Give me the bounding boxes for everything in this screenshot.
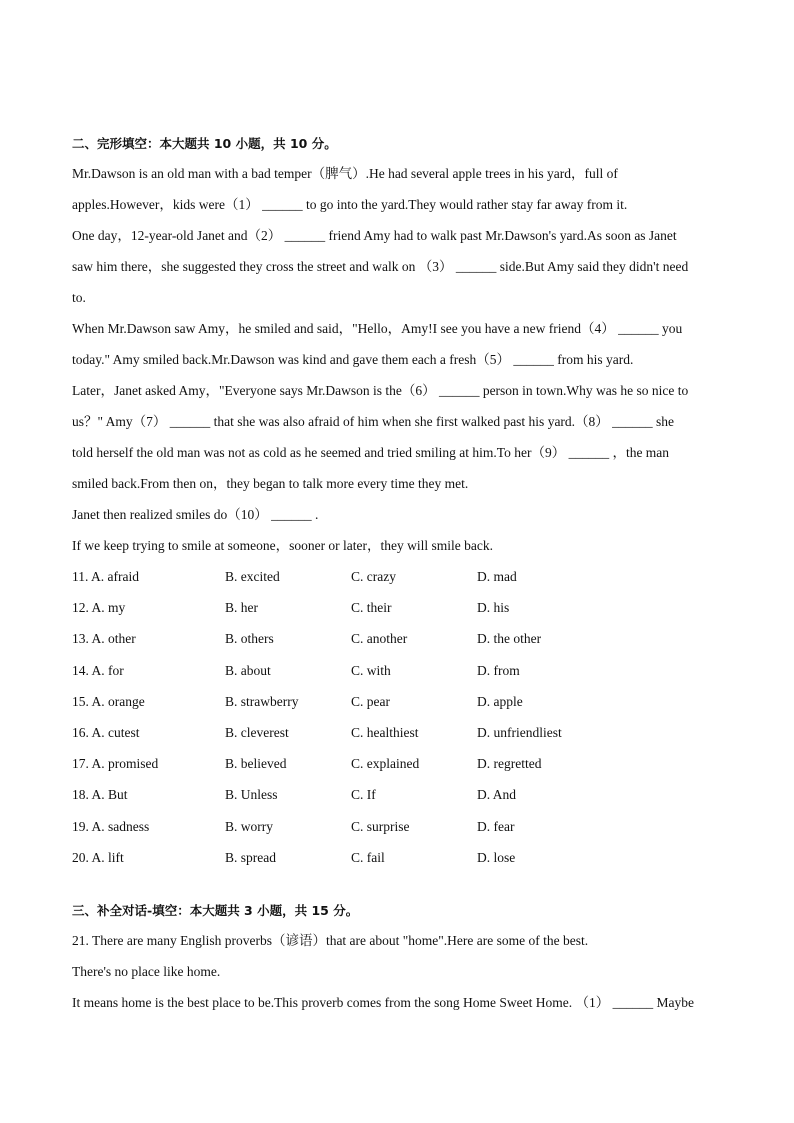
option-a: 19. A. sadness	[72, 818, 150, 834]
passage-line: If we keep trying to smile at someone，sooner or later，they will smile back.	[72, 538, 494, 553]
passage-line: to.	[72, 290, 86, 305]
option-a: 14. A. for	[72, 662, 124, 678]
passage-line: us？" Amy（7） ______ that she was also afraid of him when she first walked past his yard.（8） ______ she	[72, 414, 675, 429]
option-b: B. worry	[225, 818, 273, 834]
option-b: B. her	[225, 600, 258, 616]
option-d: D. from	[477, 662, 520, 678]
option-d: D. And	[477, 787, 517, 803]
answer-options	[72, 561, 722, 873]
option-b: B. about	[225, 662, 271, 678]
option-b: B. spread	[225, 849, 276, 865]
passage-line: told herself the old man was not as cold as he seemed and tried smiling at him.To her（9） ______ ，the man	[72, 445, 670, 460]
question-row	[72, 748, 722, 779]
option-c: C. pear	[351, 693, 390, 709]
section-heading-dialogue: 三、补全对话-填空：本大题共 3 小题，共 15 分。	[72, 902, 359, 918]
option-c: C. fail	[351, 849, 385, 865]
option-d: D. apple	[477, 693, 523, 709]
option-b: B. others	[225, 631, 274, 647]
passage-line: today." Amy smiled back.Mr.Dawson was kind and gave them each a fresh（5） ______ from his yard.	[72, 352, 634, 367]
proverb-explanation: It means home is the best place to be.This proverb comes from the song Home Sweet Home. （1） ______ Maybe	[72, 994, 694, 1010]
section-heading-cloze: 二、完形填空：本大题共 10 小题，共 10 分。	[72, 136, 337, 151]
passage-line: When Mr.Dawson saw Amy，he smiled and said，"Hello，Amy!I see you have a new friend（4） ______ you	[72, 321, 683, 336]
option-c: C. with	[351, 662, 391, 678]
option-c: C. explained	[351, 756, 420, 772]
option-b: B. cleverest	[225, 724, 289, 740]
option-b: B. strawberry	[225, 693, 299, 709]
question-row	[72, 623, 722, 654]
passage-line: One day，12-year-old Janet and（2） ______ friend Amy had to walk past Mr.Dawson's yard.As soon as Janet	[72, 228, 677, 243]
option-a: 11. A. afraid	[72, 569, 139, 584]
question-row	[72, 561, 722, 592]
passage-line: Mr.Dawson is an old man with a bad temper（脾气）.He had several apple trees in his yard，full of	[72, 166, 618, 181]
passage-line: smiled back.From then on，they began to talk more every time they met.	[72, 476, 469, 491]
option-a: 20. A. lift	[72, 849, 124, 865]
option-b: B. excited	[225, 569, 280, 584]
option-c: C. healthiest	[351, 724, 419, 740]
proverb-line: There's no place like home.	[72, 963, 221, 979]
question-row	[72, 779, 722, 810]
passage-line: Janet then realized smiles do（10） ______ .	[72, 507, 319, 522]
option-c: C. If	[351, 787, 376, 803]
question-row	[72, 592, 722, 623]
option-d: D. fear	[477, 818, 515, 834]
question-row	[72, 811, 722, 842]
option-a: 16. A. cutest	[72, 724, 140, 740]
option-d: D. unfriendliest	[477, 724, 562, 740]
option-a: 18. A. But	[72, 787, 128, 803]
option-c: C. crazy	[351, 569, 396, 584]
option-c: C. surprise	[351, 818, 410, 834]
passage-line: Later，Janet asked Amy，"Everyone says Mr.Dawson is the（6） ______ person in town.Why was he so nice to	[72, 383, 689, 398]
section-spacer	[72, 873, 722, 897]
option-c: C. their	[351, 600, 392, 616]
option-a: 13. A. other	[72, 631, 136, 647]
question-row	[72, 655, 722, 686]
option-a: 17. A. promised	[72, 756, 159, 772]
option-b: B. Unless	[225, 787, 278, 803]
passage-line: saw him there，she suggested they cross the street and walk on （3） ______ side.But Amy said they didn't need	[72, 259, 689, 274]
option-b: B. believed	[225, 756, 287, 772]
option-d: D. lose	[477, 849, 516, 865]
option-d: D. the other	[477, 631, 542, 647]
passage-line: apples.However，kids were（1） ______ to go into the yard.They would rather stay far away from it.	[72, 197, 628, 212]
option-a: 12. A. my	[72, 600, 126, 616]
question-row	[72, 717, 722, 748]
option-d: D. his	[477, 600, 510, 616]
question-row	[72, 842, 722, 873]
question-row	[72, 686, 722, 717]
question-21-intro: 21. There are many English proverbs（谚语）that are about "home".Here are some of the best.	[72, 932, 589, 948]
option-d: D. mad	[477, 569, 517, 584]
option-d: D. regretted	[477, 756, 542, 772]
option-c: C. another	[351, 631, 408, 647]
option-a: 15. A. orange	[72, 693, 145, 709]
cloze-passage	[72, 158, 722, 561]
page-content	[72, 130, 722, 1018]
